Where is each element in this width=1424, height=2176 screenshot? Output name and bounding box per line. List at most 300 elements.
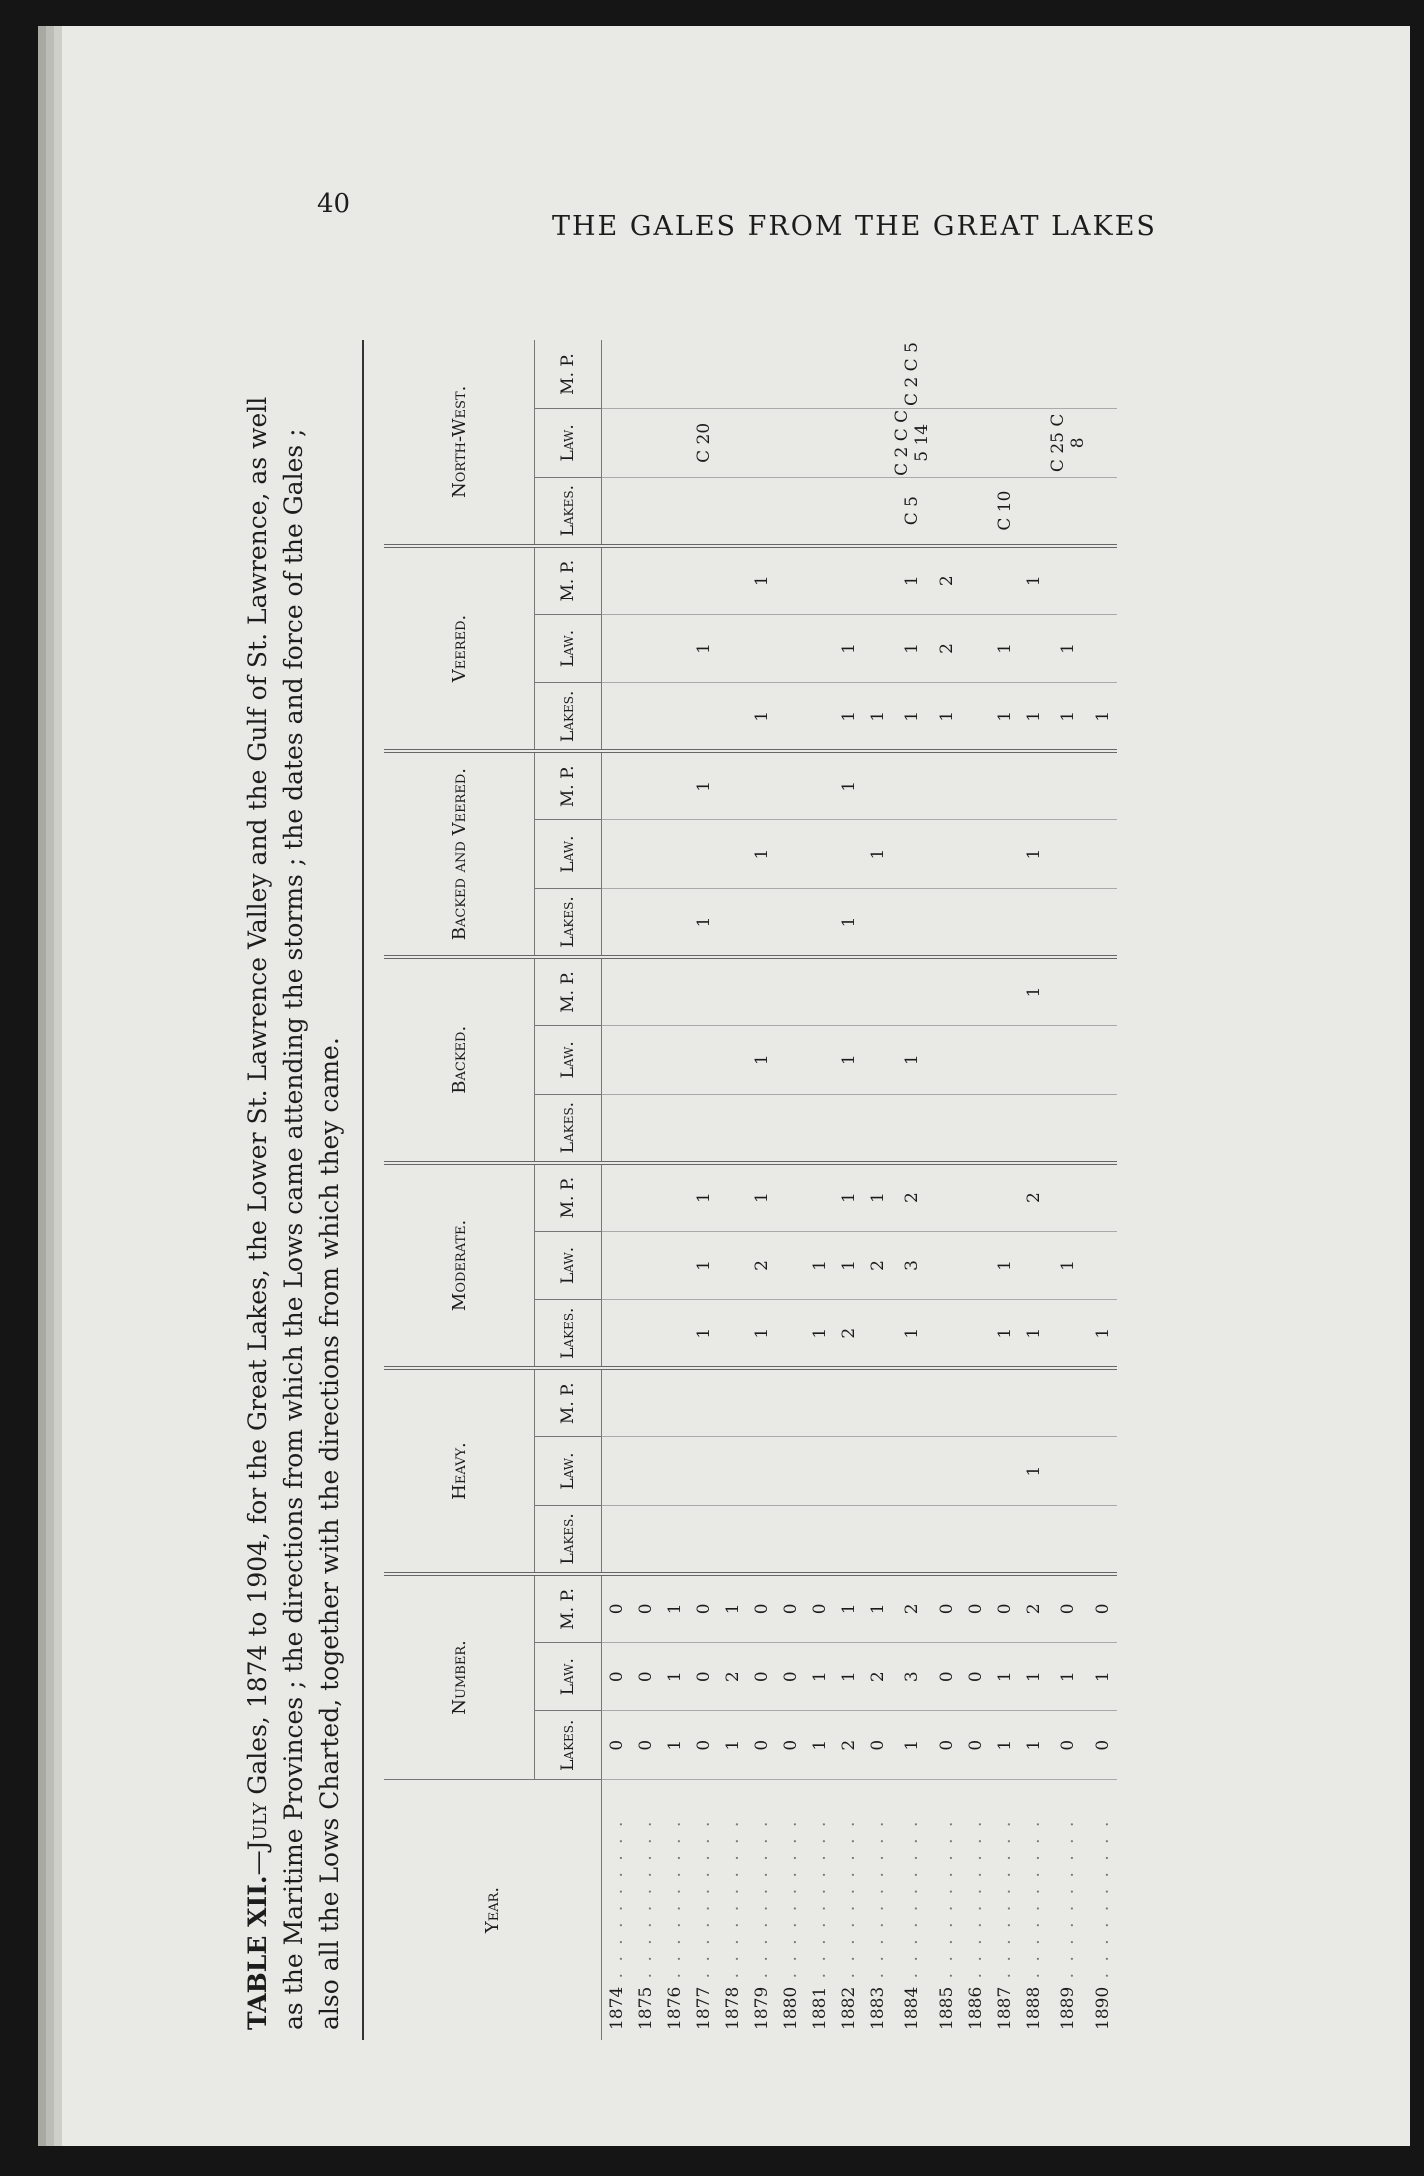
data-cell bbox=[834, 477, 863, 546]
subheader-cell: Law. bbox=[535, 1231, 602, 1300]
data-cell bbox=[689, 546, 718, 615]
data-cell bbox=[631, 614, 660, 683]
data-cell: 1 bbox=[834, 614, 863, 683]
gales-table bbox=[384, 340, 1117, 2040]
data-cell bbox=[834, 409, 863, 478]
data-cell bbox=[602, 683, 632, 752]
subheader-cell: Law. bbox=[535, 1025, 602, 1094]
data-cell bbox=[1048, 751, 1088, 820]
data-cell: 1 bbox=[747, 683, 776, 752]
data-cell bbox=[1048, 1505, 1088, 1574]
data-cell: 1 bbox=[932, 683, 961, 752]
table-row bbox=[863, 340, 892, 2040]
data-cell bbox=[718, 1231, 747, 1300]
data-cell: 0 bbox=[932, 1711, 961, 1780]
year-cell bbox=[718, 1780, 747, 2041]
data-cell bbox=[747, 1094, 776, 1163]
data-cell: 0 bbox=[631, 1642, 660, 1711]
group-header-row bbox=[384, 340, 535, 2040]
data-cell bbox=[747, 1368, 776, 1437]
data-cell bbox=[961, 1505, 990, 1574]
data-cell bbox=[892, 1368, 932, 1437]
data-cell bbox=[776, 820, 805, 889]
data-cell: 1 bbox=[892, 614, 932, 683]
table-row bbox=[834, 340, 863, 2040]
data-cell bbox=[961, 1094, 990, 1163]
data-cell bbox=[1088, 477, 1117, 546]
data-cell bbox=[660, 1437, 689, 1506]
data-cell: 1 bbox=[892, 1300, 932, 1369]
data-cell bbox=[631, 409, 660, 478]
data-cell bbox=[805, 1163, 834, 1232]
page-header bbox=[62, 26, 1410, 256]
table-row bbox=[1048, 340, 1088, 2040]
data-cell bbox=[932, 1300, 961, 1369]
year-value: 1890 bbox=[1092, 1986, 1113, 2030]
table-row bbox=[892, 340, 932, 2040]
year-value: 1878 bbox=[722, 1986, 743, 2030]
subheader-cell: Lakes. bbox=[535, 1505, 602, 1574]
data-cell bbox=[776, 1437, 805, 1506]
year-value: 1879 bbox=[751, 1986, 772, 2030]
data-cell: 1 bbox=[834, 888, 863, 957]
data-cell bbox=[631, 957, 660, 1026]
table-row bbox=[990, 340, 1019, 2040]
data-cell: 0 bbox=[961, 1574, 990, 1643]
data-cell bbox=[631, 1300, 660, 1369]
data-cell: 0 bbox=[747, 1711, 776, 1780]
group-veered-header: Veered. bbox=[384, 546, 535, 752]
data-cell: 2 bbox=[834, 1711, 863, 1780]
data-cell: 0 bbox=[932, 1642, 961, 1711]
data-cell: 2 bbox=[863, 1231, 892, 1300]
data-cell bbox=[990, 1368, 1019, 1437]
data-cell bbox=[1088, 1163, 1117, 1232]
caption-rule bbox=[362, 340, 364, 2040]
data-cell bbox=[961, 1025, 990, 1094]
page-number: 40 bbox=[317, 189, 351, 219]
data-cell bbox=[776, 888, 805, 957]
data-cell bbox=[689, 340, 718, 409]
data-cell bbox=[834, 1368, 863, 1437]
data-cell: 0 bbox=[631, 1711, 660, 1780]
data-cell bbox=[718, 683, 747, 752]
data-cell bbox=[689, 1094, 718, 1163]
data-cell bbox=[718, 1505, 747, 1574]
data-cell bbox=[602, 1437, 632, 1506]
data-cell: 1 bbox=[1048, 683, 1088, 752]
data-cell bbox=[834, 340, 863, 409]
data-cell bbox=[602, 477, 632, 546]
data-cell bbox=[602, 1300, 632, 1369]
leader-dots: . . . . . . . . . . bbox=[936, 1818, 957, 1987]
data-cell bbox=[1048, 1300, 1088, 1369]
table-caption bbox=[240, 390, 348, 2030]
data-cell: 0 bbox=[689, 1711, 718, 1780]
data-cell: 2 bbox=[863, 1642, 892, 1711]
data-cell bbox=[718, 1300, 747, 1369]
data-cell bbox=[863, 409, 892, 478]
data-cell bbox=[718, 820, 747, 889]
data-cell bbox=[660, 683, 689, 752]
data-cell: 1 bbox=[1019, 546, 1048, 615]
data-cell: 1 bbox=[718, 1574, 747, 1643]
year-cell bbox=[932, 1780, 961, 2041]
data-cell bbox=[631, 340, 660, 409]
data-cell bbox=[776, 1231, 805, 1300]
year-value: 1875 bbox=[635, 1986, 656, 2030]
data-cell bbox=[1048, 1437, 1088, 1506]
data-cell bbox=[631, 1163, 660, 1232]
subheader-cell: Law. bbox=[535, 614, 602, 683]
data-cell bbox=[932, 1231, 961, 1300]
data-cell bbox=[932, 1025, 961, 1094]
data-cell bbox=[892, 820, 932, 889]
data-cell: 1 bbox=[1019, 957, 1048, 1026]
data-cell bbox=[1088, 1437, 1117, 1506]
data-cell: 2 bbox=[892, 1163, 932, 1232]
data-cell bbox=[932, 751, 961, 820]
data-cell bbox=[718, 1368, 747, 1437]
subheader-cell: M. P. bbox=[535, 546, 602, 615]
data-cell bbox=[747, 957, 776, 1026]
data-cell bbox=[660, 1300, 689, 1369]
year-value: 1883 bbox=[867, 1986, 888, 2030]
data-cell: 1 bbox=[892, 1711, 932, 1780]
year-cell bbox=[660, 1780, 689, 2041]
data-cell: 1 bbox=[747, 1163, 776, 1232]
data-cell bbox=[863, 1025, 892, 1094]
data-cell: 1 bbox=[805, 1642, 834, 1711]
data-cell: 0 bbox=[1088, 1574, 1117, 1643]
data-cell bbox=[834, 1505, 863, 1574]
data-cell: 1 bbox=[689, 888, 718, 957]
data-cell bbox=[990, 888, 1019, 957]
rotated-table-block bbox=[240, 260, 1380, 2040]
data-cell bbox=[932, 477, 961, 546]
data-cell bbox=[602, 614, 632, 683]
data-cell bbox=[1019, 1231, 1048, 1300]
data-cell bbox=[689, 1437, 718, 1506]
data-cell: 1 bbox=[834, 1163, 863, 1232]
year-cell bbox=[747, 1780, 776, 2041]
data-cell bbox=[932, 409, 961, 478]
data-cell: 2 bbox=[1019, 1574, 1048, 1643]
data-cell bbox=[631, 683, 660, 752]
year-cell bbox=[863, 1780, 892, 2041]
year-cell bbox=[990, 1780, 1019, 2041]
data-cell bbox=[718, 888, 747, 957]
data-cell: 1 bbox=[863, 683, 892, 752]
data-cell bbox=[718, 1437, 747, 1506]
data-cell: 1 bbox=[689, 751, 718, 820]
table-row bbox=[1088, 340, 1117, 2040]
caption-dash: — bbox=[243, 1850, 272, 1876]
year-value: 1888 bbox=[1023, 1986, 1044, 2030]
data-cell bbox=[990, 751, 1019, 820]
data-cell bbox=[932, 1094, 961, 1163]
data-cell bbox=[961, 820, 990, 889]
caption-month: July bbox=[243, 1802, 272, 1851]
data-cell bbox=[1088, 1368, 1117, 1437]
subheader-cell: M. P. bbox=[535, 340, 602, 409]
data-cell bbox=[602, 546, 632, 615]
data-cell: 1 bbox=[1088, 1300, 1117, 1369]
data-cell bbox=[776, 1025, 805, 1094]
data-cell: 1 bbox=[805, 1300, 834, 1369]
data-cell: 1 bbox=[1019, 1711, 1048, 1780]
year-cell bbox=[892, 1780, 932, 2041]
data-cell bbox=[1019, 888, 1048, 957]
data-cell: 1 bbox=[863, 1163, 892, 1232]
data-cell bbox=[602, 820, 632, 889]
leader-dots: . . . . . . . . . . bbox=[693, 1818, 714, 1987]
data-cell bbox=[990, 1437, 1019, 1506]
data-cell bbox=[961, 546, 990, 615]
data-cell bbox=[932, 820, 961, 889]
data-cell bbox=[863, 751, 892, 820]
year-cell bbox=[631, 1780, 660, 2041]
data-cell: 2 bbox=[834, 1300, 863, 1369]
data-cell: C 2 C C 5 14 bbox=[892, 409, 932, 476]
data-cell bbox=[776, 751, 805, 820]
data-cell: C 2 C 5 bbox=[892, 340, 932, 409]
data-cell bbox=[932, 1437, 961, 1506]
data-cell bbox=[805, 340, 834, 409]
subheader-cell: Lakes. bbox=[535, 888, 602, 957]
group-number-header: Number. bbox=[384, 1574, 535, 1780]
leader-dots: . . . . . . . . . . bbox=[965, 1818, 986, 1987]
subheader-cell: Lakes. bbox=[535, 683, 602, 752]
data-cell: 1 bbox=[1019, 683, 1048, 752]
data-cell: 1 bbox=[834, 1025, 863, 1094]
data-cell bbox=[631, 1231, 660, 1300]
data-cell: C 10 bbox=[990, 477, 1019, 546]
data-cell bbox=[631, 1025, 660, 1094]
leader-dots: . . . . . . . . . . bbox=[751, 1818, 772, 1987]
data-cell: 0 bbox=[602, 1574, 632, 1643]
running-title: THE GALES FROM THE GREAT LAKES bbox=[552, 211, 1157, 242]
data-cell bbox=[660, 546, 689, 615]
year-value: 1889 bbox=[1058, 1986, 1078, 2030]
table-row bbox=[660, 340, 689, 2040]
data-cell bbox=[961, 957, 990, 1026]
data-cell: 0 bbox=[689, 1642, 718, 1711]
data-cell bbox=[718, 546, 747, 615]
data-cell bbox=[961, 614, 990, 683]
data-cell: 1 bbox=[834, 751, 863, 820]
data-cell bbox=[776, 1163, 805, 1232]
table-row bbox=[718, 340, 747, 2040]
subheader-cell: Law. bbox=[535, 820, 602, 889]
table-row bbox=[631, 340, 660, 2040]
data-cell bbox=[602, 751, 632, 820]
data-cell bbox=[1088, 546, 1117, 615]
data-cell bbox=[631, 820, 660, 889]
data-cell bbox=[805, 1094, 834, 1163]
leader-dots: . . . . . . . . . . bbox=[664, 1818, 685, 1987]
data-cell bbox=[689, 1025, 718, 1094]
data-cell: 1 bbox=[863, 1574, 892, 1643]
data-cell: 1 bbox=[1048, 614, 1088, 683]
data-cell bbox=[660, 957, 689, 1026]
year-value: 1876 bbox=[664, 1986, 685, 2030]
year-header: Year. bbox=[384, 1780, 602, 2041]
data-cell bbox=[1019, 1094, 1048, 1163]
data-cell bbox=[747, 1437, 776, 1506]
table-row bbox=[602, 340, 632, 2040]
leader-dots: . . . . . . . . . . bbox=[902, 1818, 922, 1987]
data-cell bbox=[631, 888, 660, 957]
data-cell bbox=[602, 1368, 632, 1437]
data-cell bbox=[805, 683, 834, 752]
data-cell bbox=[776, 340, 805, 409]
data-cell: 1 bbox=[747, 1025, 776, 1094]
leader-dots: . . . . . . . . . . bbox=[722, 1818, 743, 1987]
data-cell bbox=[1088, 614, 1117, 683]
data-cell bbox=[863, 546, 892, 615]
data-cell bbox=[602, 1505, 632, 1574]
data-cell bbox=[689, 477, 718, 546]
data-cell bbox=[631, 1368, 660, 1437]
data-cell bbox=[689, 683, 718, 752]
data-cell bbox=[1048, 340, 1088, 409]
data-cell bbox=[602, 1231, 632, 1300]
data-cell bbox=[805, 1505, 834, 1574]
data-cell bbox=[1048, 888, 1088, 957]
data-cell bbox=[747, 1505, 776, 1574]
data-cell bbox=[834, 1437, 863, 1506]
data-cell bbox=[834, 546, 863, 615]
data-cell bbox=[990, 546, 1019, 615]
data-cell bbox=[863, 1094, 892, 1163]
data-cell bbox=[631, 1505, 660, 1574]
data-cell bbox=[863, 1300, 892, 1369]
data-cell: 1 bbox=[990, 1300, 1019, 1369]
data-cell bbox=[932, 1368, 961, 1437]
data-cell bbox=[776, 409, 805, 478]
data-cell bbox=[1019, 409, 1048, 478]
year-cell bbox=[834, 1780, 863, 2041]
data-cell bbox=[776, 957, 805, 1026]
data-cell bbox=[718, 1163, 747, 1232]
data-cell: 1 bbox=[990, 1642, 1019, 1711]
data-cell bbox=[718, 409, 747, 478]
leader-dots: . . . . . . . . . . bbox=[994, 1818, 1015, 1987]
data-cell bbox=[1019, 477, 1048, 546]
data-cell bbox=[990, 1163, 1019, 1232]
data-cell bbox=[961, 1300, 990, 1369]
table-body bbox=[602, 340, 1118, 2040]
data-cell: 1 bbox=[689, 1231, 718, 1300]
data-cell: 1 bbox=[718, 1711, 747, 1780]
data-cell bbox=[660, 1094, 689, 1163]
data-cell: 0 bbox=[776, 1642, 805, 1711]
data-cell: 0 bbox=[776, 1574, 805, 1643]
data-cell: 1 bbox=[1019, 1642, 1048, 1711]
data-cell bbox=[961, 1231, 990, 1300]
data-cell bbox=[892, 751, 932, 820]
table-row bbox=[689, 340, 718, 2040]
data-cell bbox=[805, 546, 834, 615]
data-cell bbox=[805, 1025, 834, 1094]
data-cell bbox=[718, 340, 747, 409]
data-cell: 3 bbox=[892, 1642, 932, 1711]
data-cell bbox=[834, 820, 863, 889]
data-cell: 1 bbox=[892, 1025, 932, 1094]
subheader-cell: Lakes. bbox=[535, 1711, 602, 1780]
data-cell: 1 bbox=[892, 683, 932, 752]
data-cell bbox=[892, 1437, 932, 1506]
data-cell: 0 bbox=[689, 1574, 718, 1643]
data-cell: 1 bbox=[863, 820, 892, 889]
data-cell bbox=[660, 1231, 689, 1300]
data-cell bbox=[961, 477, 990, 546]
data-cell bbox=[834, 1094, 863, 1163]
group-moderate-header: Moderate. bbox=[384, 1163, 535, 1369]
data-cell: 0 bbox=[932, 1574, 961, 1643]
data-cell bbox=[689, 1368, 718, 1437]
data-cell bbox=[863, 614, 892, 683]
data-cell: 1 bbox=[892, 546, 932, 615]
data-cell: 1 bbox=[747, 820, 776, 889]
table-label: TABLE XII. bbox=[243, 1875, 272, 2030]
data-cell: 1 bbox=[1088, 1642, 1117, 1711]
year-cell bbox=[1019, 1780, 1048, 2041]
data-cell bbox=[892, 1094, 932, 1163]
data-cell bbox=[689, 1505, 718, 1574]
data-cell bbox=[776, 1094, 805, 1163]
data-cell bbox=[660, 340, 689, 409]
data-cell bbox=[602, 409, 632, 478]
data-cell bbox=[1088, 1505, 1117, 1574]
data-cell: 1 bbox=[689, 614, 718, 683]
year-value: 1886 bbox=[965, 1986, 986, 2030]
data-cell: C 20 bbox=[689, 409, 718, 478]
data-cell: 1 bbox=[834, 683, 863, 752]
data-cell: 0 bbox=[747, 1642, 776, 1711]
data-cell bbox=[718, 1025, 747, 1094]
data-cell bbox=[660, 1505, 689, 1574]
data-cell bbox=[961, 1368, 990, 1437]
data-cell bbox=[660, 1163, 689, 1232]
subheader-cell: M. P. bbox=[535, 957, 602, 1026]
data-cell: 1 bbox=[1019, 1300, 1048, 1369]
data-cell: 1 bbox=[689, 1300, 718, 1369]
data-cell: C 5 bbox=[892, 477, 932, 546]
year-value: 1874 bbox=[606, 1986, 627, 2030]
table-row bbox=[747, 340, 776, 2040]
data-cell bbox=[776, 546, 805, 615]
data-cell bbox=[892, 1505, 932, 1574]
data-cell: 0 bbox=[961, 1642, 990, 1711]
data-cell bbox=[660, 409, 689, 478]
data-cell bbox=[932, 340, 961, 409]
data-cell: 1 bbox=[990, 614, 1019, 683]
data-cell: 0 bbox=[747, 1574, 776, 1643]
data-cell bbox=[834, 957, 863, 1026]
data-cell bbox=[660, 1368, 689, 1437]
data-cell bbox=[631, 1437, 660, 1506]
data-cell: 1 bbox=[805, 1711, 834, 1780]
data-cell bbox=[990, 1505, 1019, 1574]
table-row bbox=[805, 340, 834, 2040]
data-cell bbox=[990, 340, 1019, 409]
data-cell: 2 bbox=[932, 546, 961, 615]
data-cell bbox=[805, 957, 834, 1026]
data-cell: 1 bbox=[689, 1163, 718, 1232]
data-cell bbox=[1088, 1094, 1117, 1163]
